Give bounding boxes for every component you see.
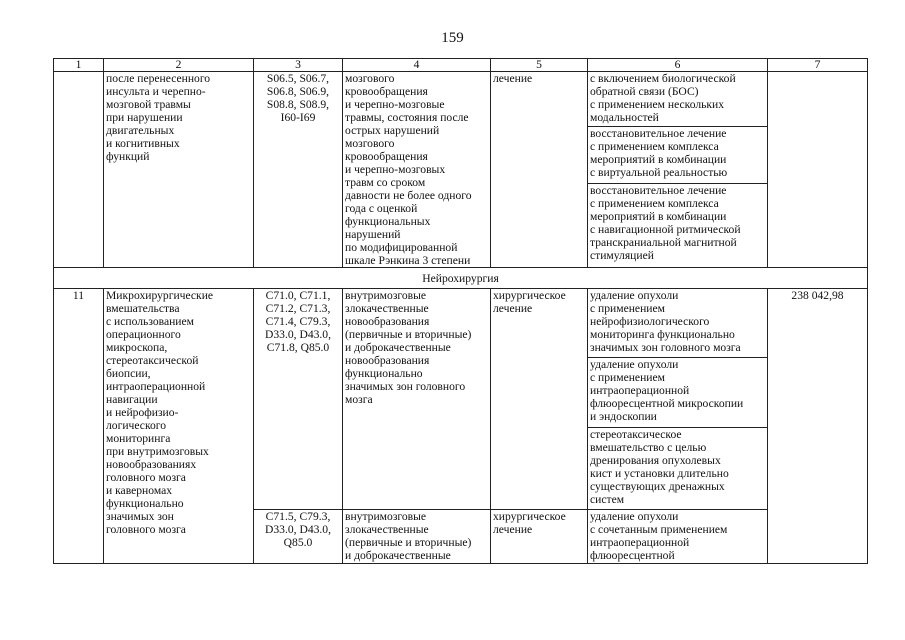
column-number: 4 <box>343 59 491 72</box>
patient-model-cell: мозгового кровообращения и черепно-мозговые травмы, состояния после острых нарушений мозгового кровообращения и черепно-мозговых травм со сроком давности не более одного года с оценкой функциональных нарушений по модифицированной шкале Рэнкина 3 степени <box>343 72 491 268</box>
column-number: 6 <box>588 59 768 72</box>
page-number: 159 <box>441 30 464 46</box>
column-number: 3 <box>254 59 343 72</box>
number-cell <box>54 72 104 268</box>
treatment-method-cell: удаление опухоли с сочетанным применением интраоперационной флюоресцентной <box>588 510 768 564</box>
treatment-method-cell: с включением биологической обратной связи (БОС) с применением нескольких модальностей <box>588 72 768 127</box>
column-number: 1 <box>54 59 104 72</box>
patient-model-cell: внутримозговые злокачественные новообразования (первичные и вторичные) и доброкачественные новообразования функционально значимых зон головного мозга <box>343 289 491 510</box>
treatment-method-cell: восстановительное лечение с применением комплекса мероприятий в комбинации с виртуальной реальностью <box>588 127 768 183</box>
treatment-type-cell: хирургическое лечение <box>491 289 588 510</box>
treatment-method-cell: восстановительное лечение с применением комплекса мероприятий в комбинации с навигационной ритмической транскраниальной магнитной стимуляцией <box>588 183 768 267</box>
care-type-cell: Микрохирургические вмешательства с использованием операционного микроскопа, стереотаксической биопсии, интраоперационной навигации и нейрофизио- логического мониторинга при внутримозговых новообразованиях головного мозга и каверномах функционально значимых зон головного мозга <box>104 289 254 564</box>
treatment-type-cell: лечение <box>491 72 588 268</box>
column-number: 5 <box>491 59 588 72</box>
section-title: Нейрохирургия <box>54 268 868 289</box>
treatment-method-cell: удаление опухоли с применением интраоперационной флюоресцентной микроскопии и эндоскопии <box>588 358 768 428</box>
cost-cell: 238 042,98 <box>768 289 868 564</box>
table-row <box>54 289 868 358</box>
patient-model-cell: внутримозговые злокачественные (первичные и вторичные) и доброкачественные <box>343 510 491 564</box>
treatment-type-cell: хирургическое лечение <box>491 510 588 564</box>
diagnosis-codes-cell: C71.0, C71.1, C71.2, C71.3, C71.4, C79.3, D33.0, D43.0, C71.8, Q85.0 <box>254 289 343 510</box>
procedures-table <box>53 58 868 564</box>
cost-cell <box>768 72 868 268</box>
care-type-cell: после перенесенного инсульта и черепно- мозговой травмы при нарушении двигательных и когнитивных функций <box>104 72 254 268</box>
section-row <box>54 268 868 289</box>
diagnosis-codes-cell: S06.5, S06.7, S06.8, S06.9, S08.8, S08.9, I60-I69 <box>254 72 343 268</box>
treatment-method-cell: стереотаксическое вмешательство с целью дренирования опухолевых кист и установки длительно существующих дренажных систем <box>588 428 768 510</box>
column-number: 2 <box>104 59 254 72</box>
diagnosis-codes-cell: C71.5, C79.3, D33.0, D43.0, Q85.0 <box>254 510 343 564</box>
column-number-row <box>54 59 868 72</box>
treatment-method-cell: удаление опухоли с применением нейрофизиологического мониторинга функционально значимых зон головного мозга <box>588 289 768 358</box>
column-number: 7 <box>768 59 868 72</box>
number-cell: 11 <box>54 289 104 564</box>
table-row <box>54 72 868 127</box>
